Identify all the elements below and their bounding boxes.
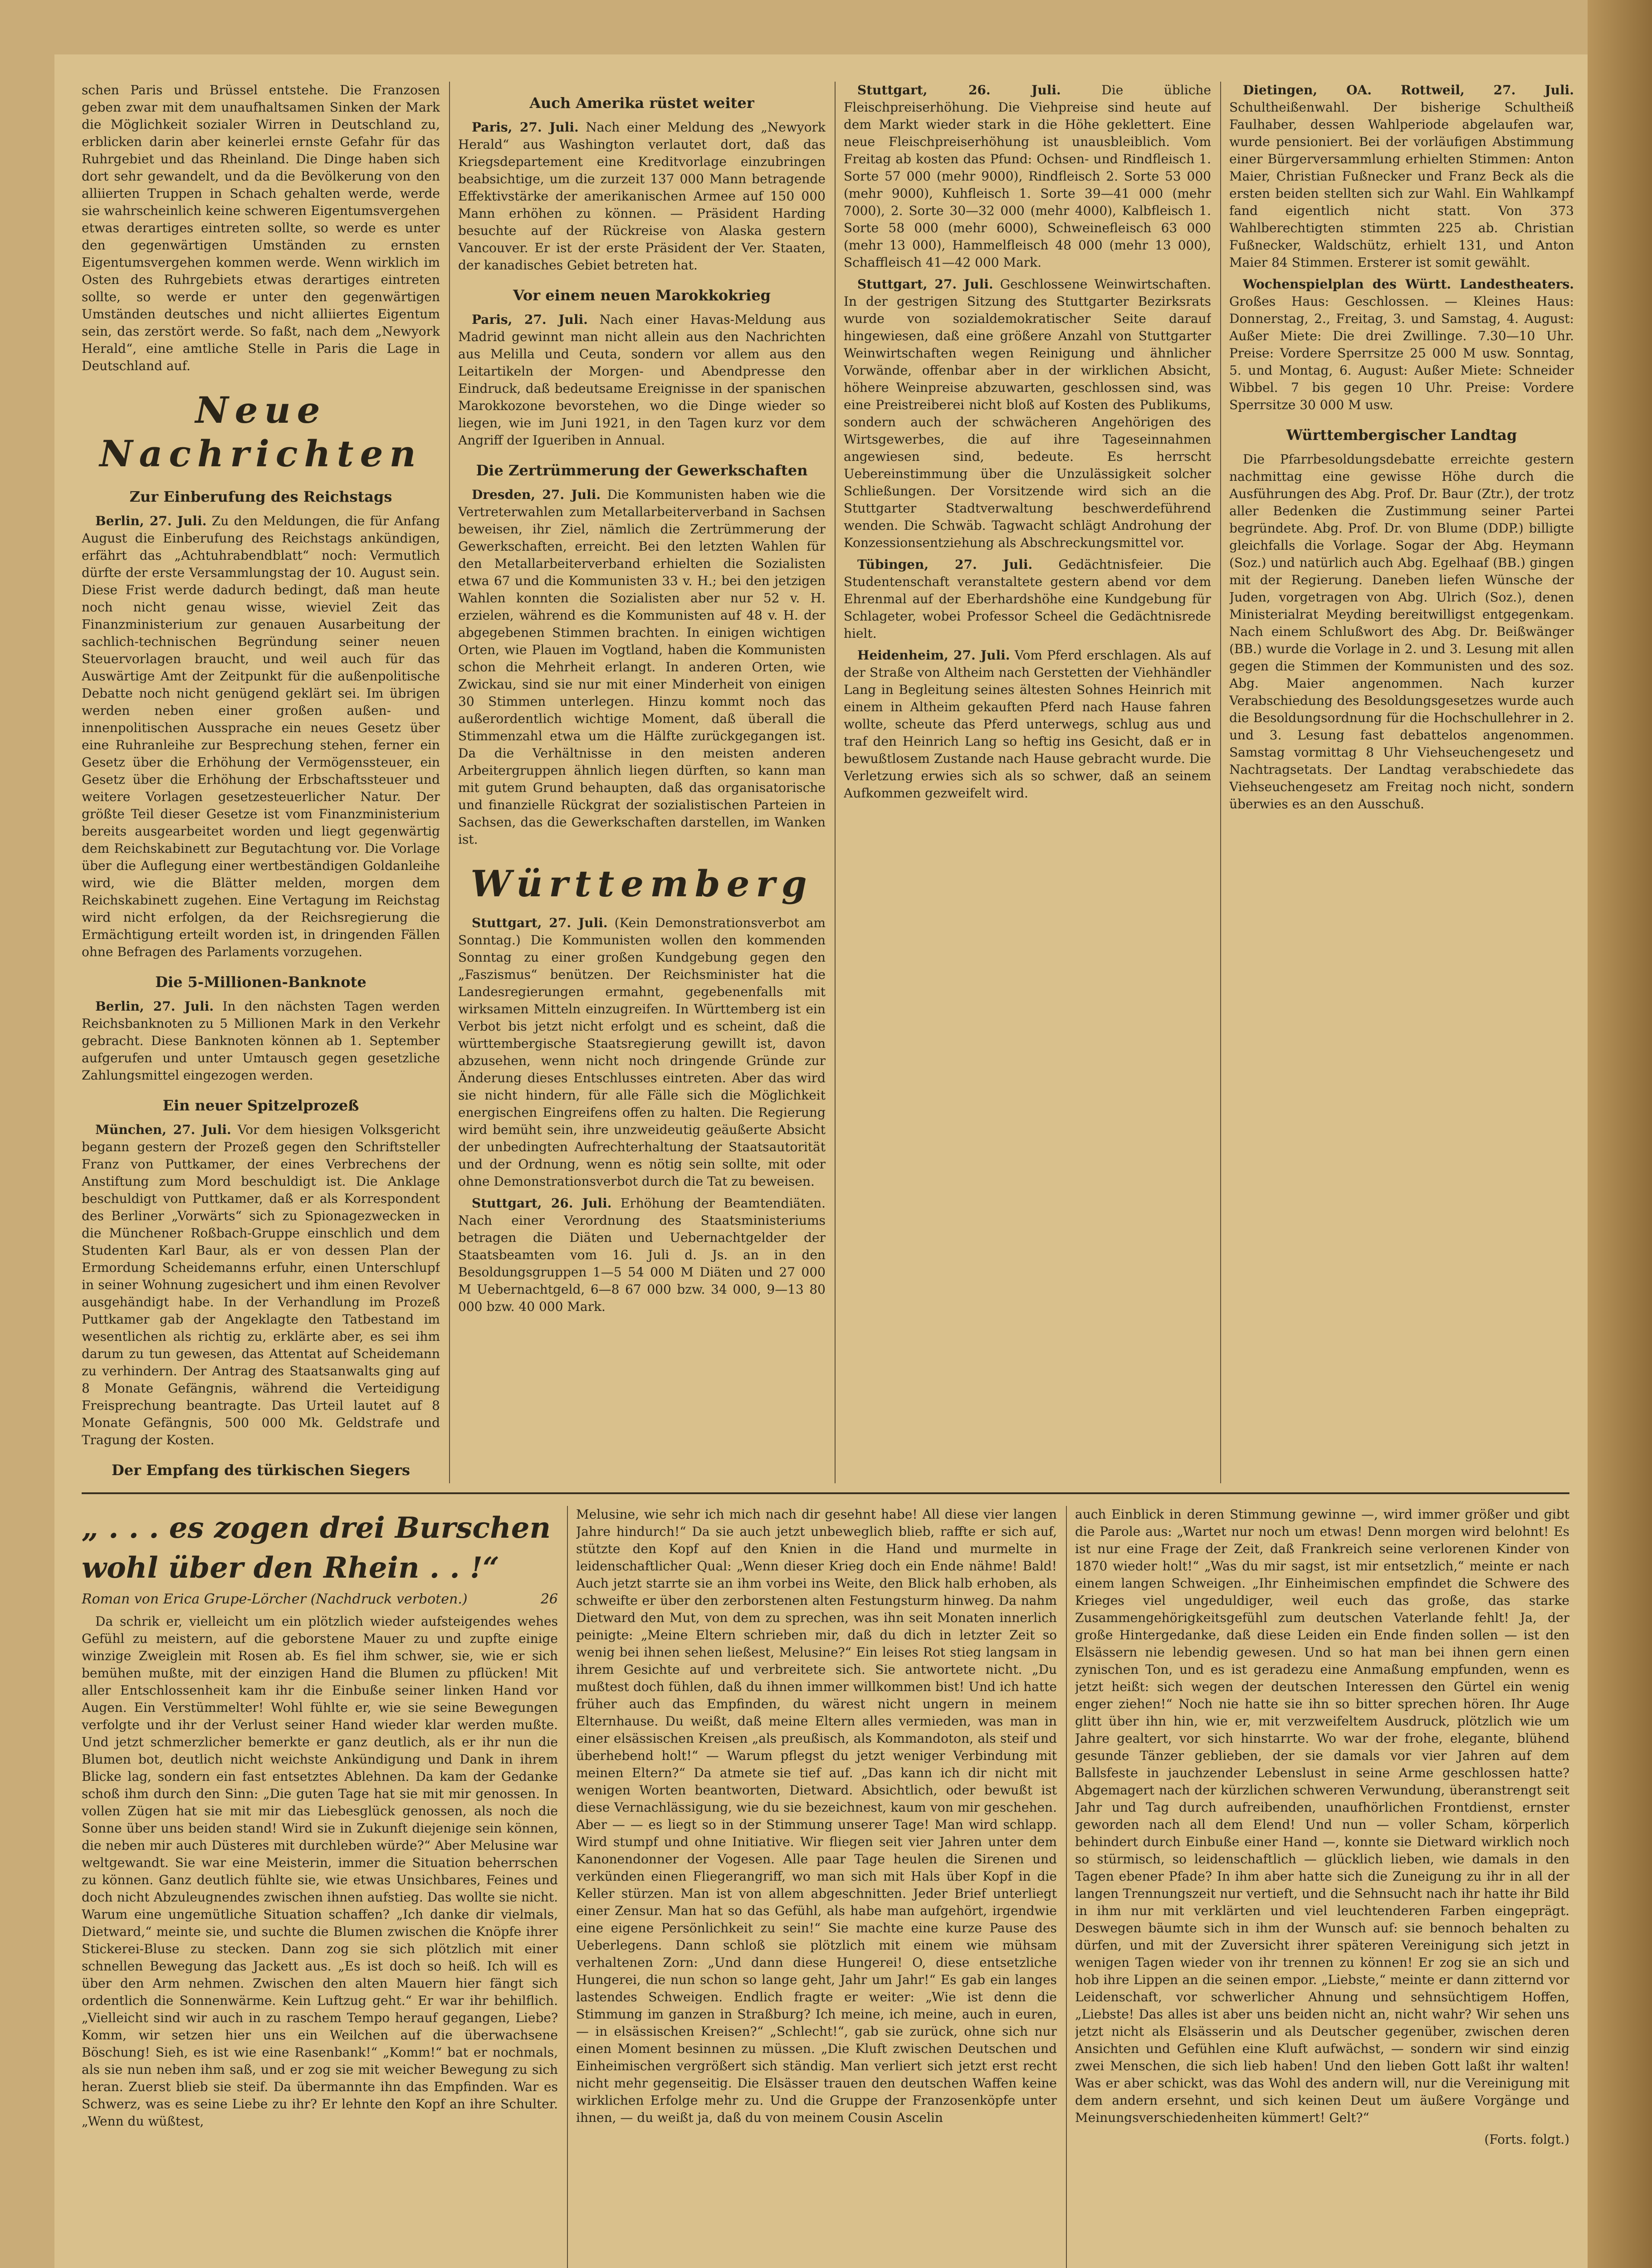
dateline: Heidenheim, 27. Juli. <box>857 648 1010 663</box>
subheading-spitzel: Ein neuer Spitzelprozeß <box>162 1097 359 1114</box>
article-wein <box>844 276 1211 552</box>
newspaper-page <box>54 54 1588 2268</box>
serial-author: Roman von Erica Grupe-Lörcher <box>82 1591 307 1607</box>
column-rule <box>449 82 450 1483</box>
serial-title-line-2: wohl über den Rhein . . !“ <box>82 1551 499 1585</box>
section-divider <box>82 1492 1569 1494</box>
page-edge <box>1588 0 1652 2268</box>
serial-byline <box>82 1590 558 1608</box>
serial-episode: 26 <box>540 1591 558 1607</box>
column-rule <box>1220 82 1221 1483</box>
spielplan-label: Wochenspielplan des Württ. Landestheaters. <box>1243 277 1574 292</box>
serial-text: auch Einblick in deren Stimmung gewinne —, wird immer größer und gibt die Parole aus: „Wartet nur noch um etwas! Denn morgen wird belohnt! Es ist nur eine Frage der Zeit, daß Frankreich seine verlorenen Kinder von 1870 wieder holt!“ „Was du mir sagst, ist mir entsetzlich,“ meinte er nach einem langen Schweigen. „Ihr Einheimischen empfindet die Schwere des Krieges viel ungeduldiger, weil euch das große, das starke Zusammengehörigkeitsgefühl zum deutschen Vaterlande fehlt! Ja, der große Hintergedanke, daß diese Leiden ein Ende finden sollen — ist den Elsässern nie lebendig gewesen. Und so hat man bei ihnen gern einen zynischen Ton, und es ist geradezu eine Anmaßung empfunden, wenn es jetzt heißt: sich wegen der deutschen Interessen den Gürtel ein wenig enger ziehen!“ Noch nie hatte sie ihn so bitter sprechen hören. Ihr Auge glitt über ihn hin, wie er, mit verzweifeltem Ausdruck, plötzlich wie um Jahre gealtert, vor sich hinstarrte. Wo war der frohe, elegante, blühend gesunde Tänzer geblieben, der sie damals vor vier Jahren auf dem Ballsfeste in jauchzender Lebenslust in seine Arme geschlossen hatte? Abgemagert nach der kürzlichen schweren Verwundung, überanstrengt seit Jahr und Tag durch aufreibenden, unaufhörlichen Frontdienst, ernster geworden nach all dem Elend! Und nun — voller Scham, körperlich behindert durch Einbuße einer Hand —, konnte sie Dietward wirklich noch so stürmisch, so leidenschaftlich — glücklich lieben, wie damals in den Tagen ebener Pfade? In ihm aber hatte sich die Zuneigung zu ihr in all der langen Trennungszeit nur vertieft, und die Sehnsucht nach ihr hatte ihr Bild in ihm nur mit verklärten und viel leuchtenderen Farben eingeprägt. Deswegen bäumte sich in ihm der Wunsch auf: sie bennoch behalten zu dürfen, und mit der Zuversicht ihrer späteren Vereinigung sich jetzt in wenigen Tagen wieder von ihr trennen zu können! Er zog sie an sich und hob ihre Lippen an die seinen empor. „Liebste,“ meinte er dann zitternd vor Leidenschaft, vor schwerlicher Ahnung und sehnsüchtigem Hoffen, „Liebste! Das alles ist aber uns beiden nicht an, nicht wahr? Wir sehen uns jetzt nicht als Elsässerin und als Deutscher gegenüber, zwischen deren Ansichten und Gefühlen eine Kluft aufwächst, — sondern wir sind einzig zwei Menschen, die sich lieb haben! Und den lieben Gott laßt ihr walten! Was er aber schickt, was das Wohl des andern will, nur die Vereinigung mit dem andern ersehnt, und sich keinen Deut um äußere Vorgänge und Meinungsverschiedenheiten kümmert! Gelt?“ <box>1075 1507 1569 2125</box>
article-text: Geschlossene Weinwirtschaften. In der gestrigen Sitzung des Stuttgarter Bezirksrats wurde von sozialdemokratischer Seite darauf hingewiesen, daß eine größere Anzahl von Stuttgarter Weinwirtschaften wegen Reinigung und ähnlicher Vorwände, offenbar aber in der wirklichen Absicht, höhere Weinpreise abzuwarten, geschlossen sind, was eine Preistreiberei nicht bloß auf Kosten des Publikums, sondern auch der schwächeren Angehörigen des Wirtsgewerbes, die auf ihre Tageseinnahmen angewiesen sind, bedeute. Es herrscht Uebereinstimmung über die Unzulässigkeit solcher Schließungen. Der Vorsitzende wird sich an die Stuttgarter Stadtverwaltung beschwerdeführend wenden. Die Schwäb. Tagwacht schlägt Androhung der Konzessionsentziehung als Abschreckungsmittel vor. <box>844 277 1211 550</box>
article-gewerkschaften <box>458 486 826 848</box>
serial-note: (Nachdruck verboten.) <box>310 1591 468 1607</box>
article-spitzel <box>82 1121 440 1449</box>
article-text: Zu den Meldungen, die für Anfang August die Einberufung des Reichstags ankündigen, erfährt das „Achtuhrabendblatt“ noch: Vermutlich dürfte der erste Versammlungstag der 10. August sein. Diese Frist werde dadurch bedingt, daß man heute noch nicht genau wisse, wieviel Zeit das Finanzministerium zur genauen Ausarbeitung der sachlich-technischen Begründung seiner neuen Steuervorlagen braucht, und weil auch für das Auswärtige Amt der Zeitpunkt für die außenpolitische Debatte noch nicht genügend geklärt sei. Im übrigen werden neben einer großen außen- und innenpolitischen Aussprache ein neues Gesetz über eine Ruhranleihe zur Besprechung stehen, ferner ein Gesetz über die Erhöhung der Vermögenssteuer, ein Gesetz über die Erhöhung der Erbschaftssteuer und weitere Vorlagen gesetzesteuerlicher Natur. Der größte Teil dieser Gesetze ist vom Finanzministerium bereits ausgearbeitet worden und liegt gegenwärtig dem Reichskabinett zur Begutachtung vor. Die Vorlage über die Auflegung einer wertbeständigen Goldanleihe wird, wie die Blätter melden, morgen dem Reichskabinett zugehen. Eine Vertagung im Reichstag wird nicht erfolgen, da der Reichsregierung die Ermächtigung erteilt worden ist, in dringenden Fällen ohne Befragen des Parlaments vorzugehen. <box>82 513 440 959</box>
article-intro: schen Paris und Brüssel entstehe. Die Franzosen geben zwar mit dem unaufhaltsamen Sinken der Mark die Möglichkeit sozialer Wirren in Deutschland zu, erblicken darin aber keinerlei ernste Gefahr für das Ruhrgebiet und das Rheinland. Die Dinge haben sich dort sehr gewandelt, und da die Bevölkerung von den alliierten Truppen in Schach gehalten werde, werde sie wahrscheinlich keine schweren Eigentumsvergehen etwas derartiges eintreten sollte, so werde es unter den gegenwärtigen Umständen zu ernsten Eigentumsvergehen kommen werde. Wenn wirklich im Osten des Ruhrgebiets etwas derartiges eintreten sollte, so werde er unter den gegenwärtigen Umständen deutsches und nicht alliiertes Eigentum sein, das zerstört werde. So faßt, nach dem „Newyork Herald“, eine amtliche Stelle in Paris die Lage in Deutschland auf. <box>82 83 440 373</box>
dateline: München, 27. Juli. <box>95 1122 231 1137</box>
subheading-amerika: Auch Amerika rüstet weiter <box>529 94 754 112</box>
article-text: Die Kommunisten haben wie die Vertreterwahlen zum Metallarbeiterverband in Sachsen beweisen, ihr Ziel, nämlich die Zertrümmerung der Gewerkschaften, erreicht. Bei den letzten Wahlen für den Metallarbeiterverband erhielten die Sozialisten etwa 67 und die Kommunisten 33 v. H.; bei den jetzigen Wahlen konnten die Sozialisten aber nur 52 v. H. erzielen, während es die Kommunisten auf 48 v. H. der abgegebenen Stimmen brachten. In einigen wichtigen Orten, wie Plauen im Vogtland, haben die Kommunisten schon die Mehrheit erlangt. In anderen Orten, wie Zwickau, sind sie nur mit einer Minderheit von einigen 30 Stimmen unterlegen. Hinzu kommt noch das außerordentlich wichtige Moment, daß überall die Stimmenzahl etwa um die Hälfte zurückgegangen ist. Da die Verhältnisse in den meisten anderen Arbeitergruppen ähnlich liegen dürften, so kann man mit gutem Grund behaupten, daß das organisatorische und finanzielle Rückgrat der sozialistischen Parteien in Sachsen, das die Gewerkschaften darstellen, im Wanken ist. <box>458 487 826 847</box>
article-text: In den nächsten Tagen werden Reichsbanknoten zu 5 Millionen Mark in den Verkehr gebracht. Diese Banknoten können ab 1. September aufgerufen und unter Umtausch gegen gesetzliche Zahlungsmittel eingezogen werden. <box>82 999 440 1083</box>
serial-text: Melusine, wie sehr ich mich nach dir gesehnt habe! All diese vier langen Jahre hindurch!“ Da sie auch jetzt unbeweglich blieb, raffte er sich auf, stützte den Kopf auf den Knien in die Hand und murmelte in leidenschaftlicher Qual: „Wenn dieser Krieg doch ein Ende nähme! Bald! Auch jetzt starrte sie an ihm vorbei ins Weite, den Blick halb erhoben, als schweifte er über den zerborstenen alten Festungsturm hinweg. Da nahm Dietward den Mut, von dem zu sprechen, was ihn seit Monaten innerlich peinigte: „Meine Eltern schrieben mir, daß du dich in letzter Zeit so wenig bei ihnen sehen ließest, Melusine?“ Ein leises Rot stieg langsam in ihrem Gesichte auf und verbreitete sich. Sie antwortete nicht. „Du mußtest doch fühlen, daß du ihnen immer willkommen bist! Und ich hatte früher auch das Empfinden, du wärest nicht ungern in meinem Elternhause. Du weißt, daß meine Eltern alles vermieden, was man in einer elsässischen Kreisen „als preußisch, als Kommandoton, als steif und überhebend holt!“ — Warum pflegst du jetzt weniger Verbindung mit meinen Eltern?“ Da atmete sie tief auf. „Das kann ich dir nicht mit wenigen Worten beantworten, Dietward. Absichtlich, oder bewußt ist diese Vernachlässigung, wie du sie bezeichnest, kaum von mir geschehen. Aber — — es liegt so in der Stimmung unserer Tage! Man wird schlapp. Wird stumpf und ohne Initiative. Wir fliegen seit vier Jahren unter dem Kanonendonner der Vogesen. Alle paar Tage heulen die Sirenen und verkünden einen Fliegerangriff, wo man sich mit Hals über Kopf in die Keller stürzen. Man ist von allem abgeschnitten. Jeder Brief unterliegt einer Zensur. Man hat so das Gefühl, als habe man aufgehört, irgendwie eine eigene Persönlichkeit zu sein!“ Sie machte eine kurze Pause des Ueberlegens. Dann schloß sie plötzlich mit einem wie mühsam verhaltenen Zorn: „Und dann diese Hungerei! O, diese entsetzliche Hungerei, die nun schon so lange geht, Jahr um Jahr!“ Es gab ein langes lastendes Schweigen. Endlich fragte er weiter: „Wie ist denn die Stimmung im ganzen in Straßburg? Ich meine, ich meine, auch in euren, — in elsässischen Kreisen?“ „Schlecht!“, gab sie zurück, ohne sich nur einen Moment besinnen zu müssen. „Die Kluft zwischen Deutschen und Einheimischen vergrößert sich ständig. Man verliert sich jetzt erst recht nicht mehr gegenseitig. Die Elsässer trauen den deutschen Waffen keine wirklichen Erfolge mehr zu. Und die Gruppe der Franzosenköpfe unter ihnen, — du weißt ja, daß du von meinem Cousin Ascelin <box>576 1507 1057 2125</box>
article-fleisch <box>844 82 1211 271</box>
article-text: Vom Pferd erschlagen. Als auf der Straße von Altheim nach Gerstetten der Viehhändler Lang in Begleitung seines ältesten Sohnes Heinrich mit einem in Altheim gekauften Pferd nach Hause fahren wollte, scheute das Pferd unterwegs, schlug aus und traf den Heinrich Lang so heftig ins Gesicht, daß er in bewußtlosem Zustande nach Hause gebracht wurde. Die Verletzung erwies sich als so schwer, daß an seinem Aufkommen gezweifelt wird. <box>844 648 1211 801</box>
article-tuebingen <box>844 556 1211 642</box>
serial-continued: (Forts. folgt.) <box>1484 2132 1569 2147</box>
article-text: Nach einer Havas-Meldung aus Madrid gewinnt man nicht allein aus den Nachrichten aus Melilla und Ceuta, sondern vor allem aus den Leitartikeln der Morgen- und Abendpresse den Eindruck, daß bedeutsame Ereignisse in der spanischen Marokkozone bevorstehen, wo die Dinge wieder so liegen, wie im Juni 1921, in den Tagen kurz vor dem Angriff der Igueriben in Annual. <box>458 312 826 448</box>
dateline: Stuttgart, 27. Juli. <box>857 277 993 292</box>
dateline: Stuttgart, 27. Juli. <box>472 915 608 930</box>
article-text: (Kein Demonstrationsverbot am Sonntag.) Die Kommunisten wollen den kommenden Sonntag zu einer großen Kundgebung gegen den „Faszismus“ benützen. Der Reichsminister hat die Landesregierungen ermahnt, gegebenenfalls mit wirksamen Mitteln einzugreifen. In Württemberg ist ein Verbot bis jetzt nicht erfolgt und es scheint, daß die württembergische Staatsregierung gewillt ist, davon abzusehen, wenn nicht noch dringende Gründe zur Änderung dieses Entschlusses eintreten. Aber das wird sie nicht hindern, für alle Fälle sich die Möglichkeit energischen Eingreifens offen zu halten. Die Regierung wird bemüht sein, ihre unzweideutig geäußerte Absicht der unbedingten Aufrechterhaltung der Staatsautorität und der Ordnung, wenn es nötig sein sollte, mit oder ohne Demonstrationsverbot durch die Tat zu beweisen. <box>458 915 826 1189</box>
dateline: Tübingen, 27. Juli. <box>857 557 1033 572</box>
column-3 <box>844 82 1211 1483</box>
article-banknote <box>82 998 440 1084</box>
dateline: Dietingen, OA. Rottweil, 27. Juli. <box>1243 83 1574 98</box>
article-demonstration <box>458 914 826 1190</box>
heading-neue-nachrichten: Neue Nachrichten <box>99 389 422 475</box>
article-text: Die übliche Fleischpreiserhöhung. Die Viehpreise sind heute auf dem Markt wieder stark in die Höhe geklettert. Eine neue Fleischpreiserhöhung ist unausbleiblich. Vom Freitag ab kosten das Pfund: Ochsen- und Rindfleisch 1. Sorte 57 000 (mehr 9000), Rindfleisch 2. Sorte 53 000 (mehr 9000), Kuhfleisch 1. Sorte 39—41 000 (mehr 7000), 2. Sorte 30—32 000 (mehr 4000), Kalbfleisch 1. Sorte 58 000 (mehr 6000), Schweinefleisch 63 000 (mehr 13 000), Hammelfleisch 48 000 (mehr 13 000), Schaffleisch 41—42 000 Mark. <box>844 83 1211 270</box>
article-beamten <box>458 1195 826 1315</box>
column-2 <box>458 82 826 1483</box>
dateline: Berlin, 27. Juli. <box>95 999 214 1014</box>
article-text: Großes Haus: Geschlossen. — Kleines Haus: Donnerstag, 2., Freitag, 3. und Samstag, 4. August: Außer Miete: Die drei Zwillinge. 7.30—10 Uhr. Preise: Vordere Sperrsitze 25 000 M usw. Sonntag, 5. und Montag, 6. August: Außer Miete: Schneider Wibbel. 7 bis gegen 10 Uhr. Preise: Vordere Sperrsitze 30 000 M usw. <box>1229 294 1574 412</box>
article-text: Erhöhung der Beamtendiäten. Nach einer Verordnung des Staatsministeriums betragen die Diäten und Uebernachtgelder der Staatsbeamten vom 16. Juli d. Js. an in den Besoldungsgruppen 1—5 54 000 M Diäten und 27 000 M Uebernachtgeld, 6—8 67 000 bzw. 34 000, 9—13 80 000 bzw. 40 000 Mark. <box>458 1196 826 1314</box>
serial-column-1 <box>82 1506 558 2268</box>
subheading-reichstag: Zur Einberufung des Reichstags <box>129 488 392 505</box>
heading-wuerttemberg: Württemberg <box>470 862 813 905</box>
dateline: Paris, 27. Juli. <box>472 120 579 135</box>
subheading-landtag: Württembergischer Landtag <box>1286 426 1517 444</box>
dateline: Dresden, 27. Juli. <box>472 487 601 502</box>
column-1 <box>82 82 440 1483</box>
column-rule <box>1066 1506 1067 2268</box>
dateline: Stuttgart, 26. Juli. <box>472 1196 612 1211</box>
article-marokko <box>458 311 826 449</box>
article-text: Nach einer Meldung des „Newyork Herald“ aus Washington verlautet dort, daß das Kriegsdepartement eine Kreditvorlage einzubringen beabsichtige, um die zurzeit 137 000 Mann betragende Effektivstärke der amerikanischen Armee auf 150 000 Mann erhöhen zu können. — Präsident Harding besuchte auf der Rückreise von Alaska gestern Vancouver. Er ist der erste Präsident der Ver. Staaten, der kanadisches Gebiet betreten hat. <box>458 120 826 273</box>
article-text: Vor dem hiesigen Volksgericht begann gestern der Prozeß gegen den Schriftsteller Franz von Puttkamer, der eines Verbrechens der Anstiftung zum Mord beschuldigt ist. Die Anklage beschuldigt von Puttkamer, daß er als Korrespondent des Berliner „Vorwärts“ sich zu Spionagezwecken in die Münchener Roßbach-Gruppe einschlich und dem Studenten Karl Baur, als er von dessen Plan der Ermordung Scheidemanns erfuhr, einen Unterschlupf in seiner Wohnung zugesichert und ihm einen Revolver ausgehändigt habe. In der Verhandlung im Prozeß Puttkamer gab der Angeklagte den Tatbestand im wesentlichen als richtig zu, erklärte aber, es sei ihm darum zu tun gewesen, das Attentat auf Scheidemann zu verhindern. Der Antrag des Staatsanwalts ging auf 8 Monate Gefängnis, während die Verteidigung Freisprechung beantragte. Das Urteil lautet auf 8 Monate Gefängnis, 500 000 Mk. Geldstrafe und Tragung der Kosten. <box>82 1122 440 1447</box>
article-dietingen <box>1229 82 1574 271</box>
article-landtag: Die Pfarrbesoldungsdebatte erreichte gestern nachmittag eine gewisse Höhe durch die Ausführungen des Abg. Prof. Dr. Baur (Ztr.), der trotz aller Bedenken die Zustimmung seiner Partei begründete. Abg. Prof. Dr. von Blume (DDP.) billigte gleichfalls die Vorlage. Sogar der Abg. Heymann (Soz.) und natürlich auch Abg. Egelhaaf (BB.) gingen mit der Regierung. Daneben liefen Wünsche der Juden, vorgetragen von Abg. Ulrich (Soz.), denen Ministerialrat Meyding bereitwilligst entgegenkam. Nach einem Schlußwort des Abg. Dr. Beißwänger (BB.) wurde die Vorlage in 2. und 3. Lesung mit allen gegen die Stimmen der Kommunisten und des soz. Abg. Maier angenommen. Nach kurzer Verabschiedung des Besoldungsgesetzes wurde auch die Besoldungsordnung für die Hochschullehrer in 2. und 3. Lesung fast debattelos angenommen. Samstag vormittag 8 Uhr Viehseuchengesetz und Nachtragsetats. Der Landtag verabschiedete das Viehseuchengesetz am Freitag noch nicht, sondern überwies es an den Ausschuß. <box>1229 452 1574 811</box>
article-reichstag <box>82 513 440 961</box>
dateline: Paris, 27. Juli. <box>472 312 588 327</box>
subheading-banknote: Die 5-Millionen-Banknote <box>155 973 367 991</box>
serial-title-line-1: „ . . . es zogen drei Burschen <box>82 1511 551 1545</box>
subheading-gewerkschaften: Die Zertrümmerung der Gewerkschaften <box>476 462 808 479</box>
dateline: Stuttgart, 26. Juli. <box>857 83 1061 98</box>
subheading-sieger: Der Empfang des türkischen Siegers <box>112 1461 410 1479</box>
column-4 <box>1229 82 1574 1483</box>
serial-column-2 <box>576 1506 1057 2268</box>
article-text: Schultheißenwahl. Der bisherige Schultheiß Faulhaber, dessen Wahlperiode abgelaufen war, wurde pensioniert. Bei der vorläufigen Abstimmung einer Bürgerversammlung erhielten Stimmen: Anton Maier, Christian Fußnecker und Franz Beck als die ersten beiden stellten sich zur Wahl. Ein Wahlkampf fand eigentlich nicht statt. Von 373 Wahlberechtigten stimmten 225 ab. Christian Fußnecker, Waldschütz, erhielt 131, und Anton Maier 84 Stimmen. Ersterer ist somit gewählt. <box>1229 100 1574 270</box>
article-spielplan <box>1229 276 1574 414</box>
article-amerika <box>458 119 826 274</box>
serial-column-3 <box>1075 1506 1569 2268</box>
serial-text: Da schrik er, vielleicht um ein plötzlich wieder aufsteigendes wehes Gefühl zu meistern, auf die geborstene Mauer zu und zupfte einige winzige Zweiglein mit Rosen ab. Es fiel ihm schwer, sie, wie er sich bemühen mußte, mit der einzigen Hand die Blumen zu pflücken! Mit aller Entschlossenheit kam ihr die Einbuße seiner linken Hand vor Augen. Ein Verstümmelter! Wohl fühlte er, wie sie seine Bewegungen verfolgte und ihr der Verlust seiner Hand wieder klar werden mußte. Und jetzt schmerzlicher bemerkte er ganz deutlich, als er ihr nun die Blumen bot, deutlich nicht weichste Ankündigung und Dank in ihrem Blicke lag, sondern ein fast entsetztes Ablehnen. Da kam der Gedanke schoß ihm durch den Sinn: „Die guten Tage hat sie mit mir genossen. In vollen Zügen hat sie mit mir das Liebesglück genossen, als noch die Sonne über uns beiden stand! Wird sie in Zukunft diejenige sein können, die neben mir auch Düsteres mit durchleben würde?“ Aber Melusine war weltgewandt. Sie war eine Meisterin, immer die Situation beherrschen zu können. Ganz deutlich fühlte sie, wie etwas Unsichbares, Feines und doch nicht Abzuleugnendes zwischen ihnen aufstieg. Das wollte sie nicht. Warum eine ungemütliche Situation schaffen? „Ich danke dir vielmals, Dietward,“ meinte sie, und suchte die Blumen zwischen die Knöpfe ihrer Stickerei-Bluse zu stecken. Dann zog sie sich plötzlich mit einer schnellen Bewegung das Jackett aus. „Es ist doch so heiß. Ich will es über den Arm nehmen. Zwischen den alten Mauern hier fängt sich ordentlich die Sonnenwärme. Kein Luftzug geht.“ Er war ihr behilflich. „Vielleicht sind wir auch in zu raschem Tempo herauf gegangen, Liebe? Komm, wir setzen hier uns ein Weilchen auf die überwachsene Böschung! Sieh, es ist wie eine Rasenbank!“ „Komm!“ bat er nochmals, als sie nun neben ihm saß, und er zog sie mit weicher Bewegung zu sich heran. Zuerst blieb sie steif. Da übermannte ihn das Empfinden. War es Schwerz, was es seine Liebe zu ihr? Er lehnte den Kopf an ihre Schulter. „Wenn du wüßtest, <box>82 1614 558 2129</box>
article-heidenheim <box>844 647 1211 802</box>
subheading-marokko: Vor einem neuen Marokkokrieg <box>513 287 771 304</box>
column-rule <box>567 1506 568 2268</box>
article-text: Gedächtnisfeier. Die Studentenschaft veranstaltete gestern abend vor dem Ehrenmal auf der Eberhardshöhe eine Kundgebung für Schlageter, wobei Professor Scheel die Gedächtnisrede hielt. <box>844 557 1211 641</box>
column-rule <box>835 82 836 1483</box>
dateline: Berlin, 27. Juli. <box>95 513 207 528</box>
